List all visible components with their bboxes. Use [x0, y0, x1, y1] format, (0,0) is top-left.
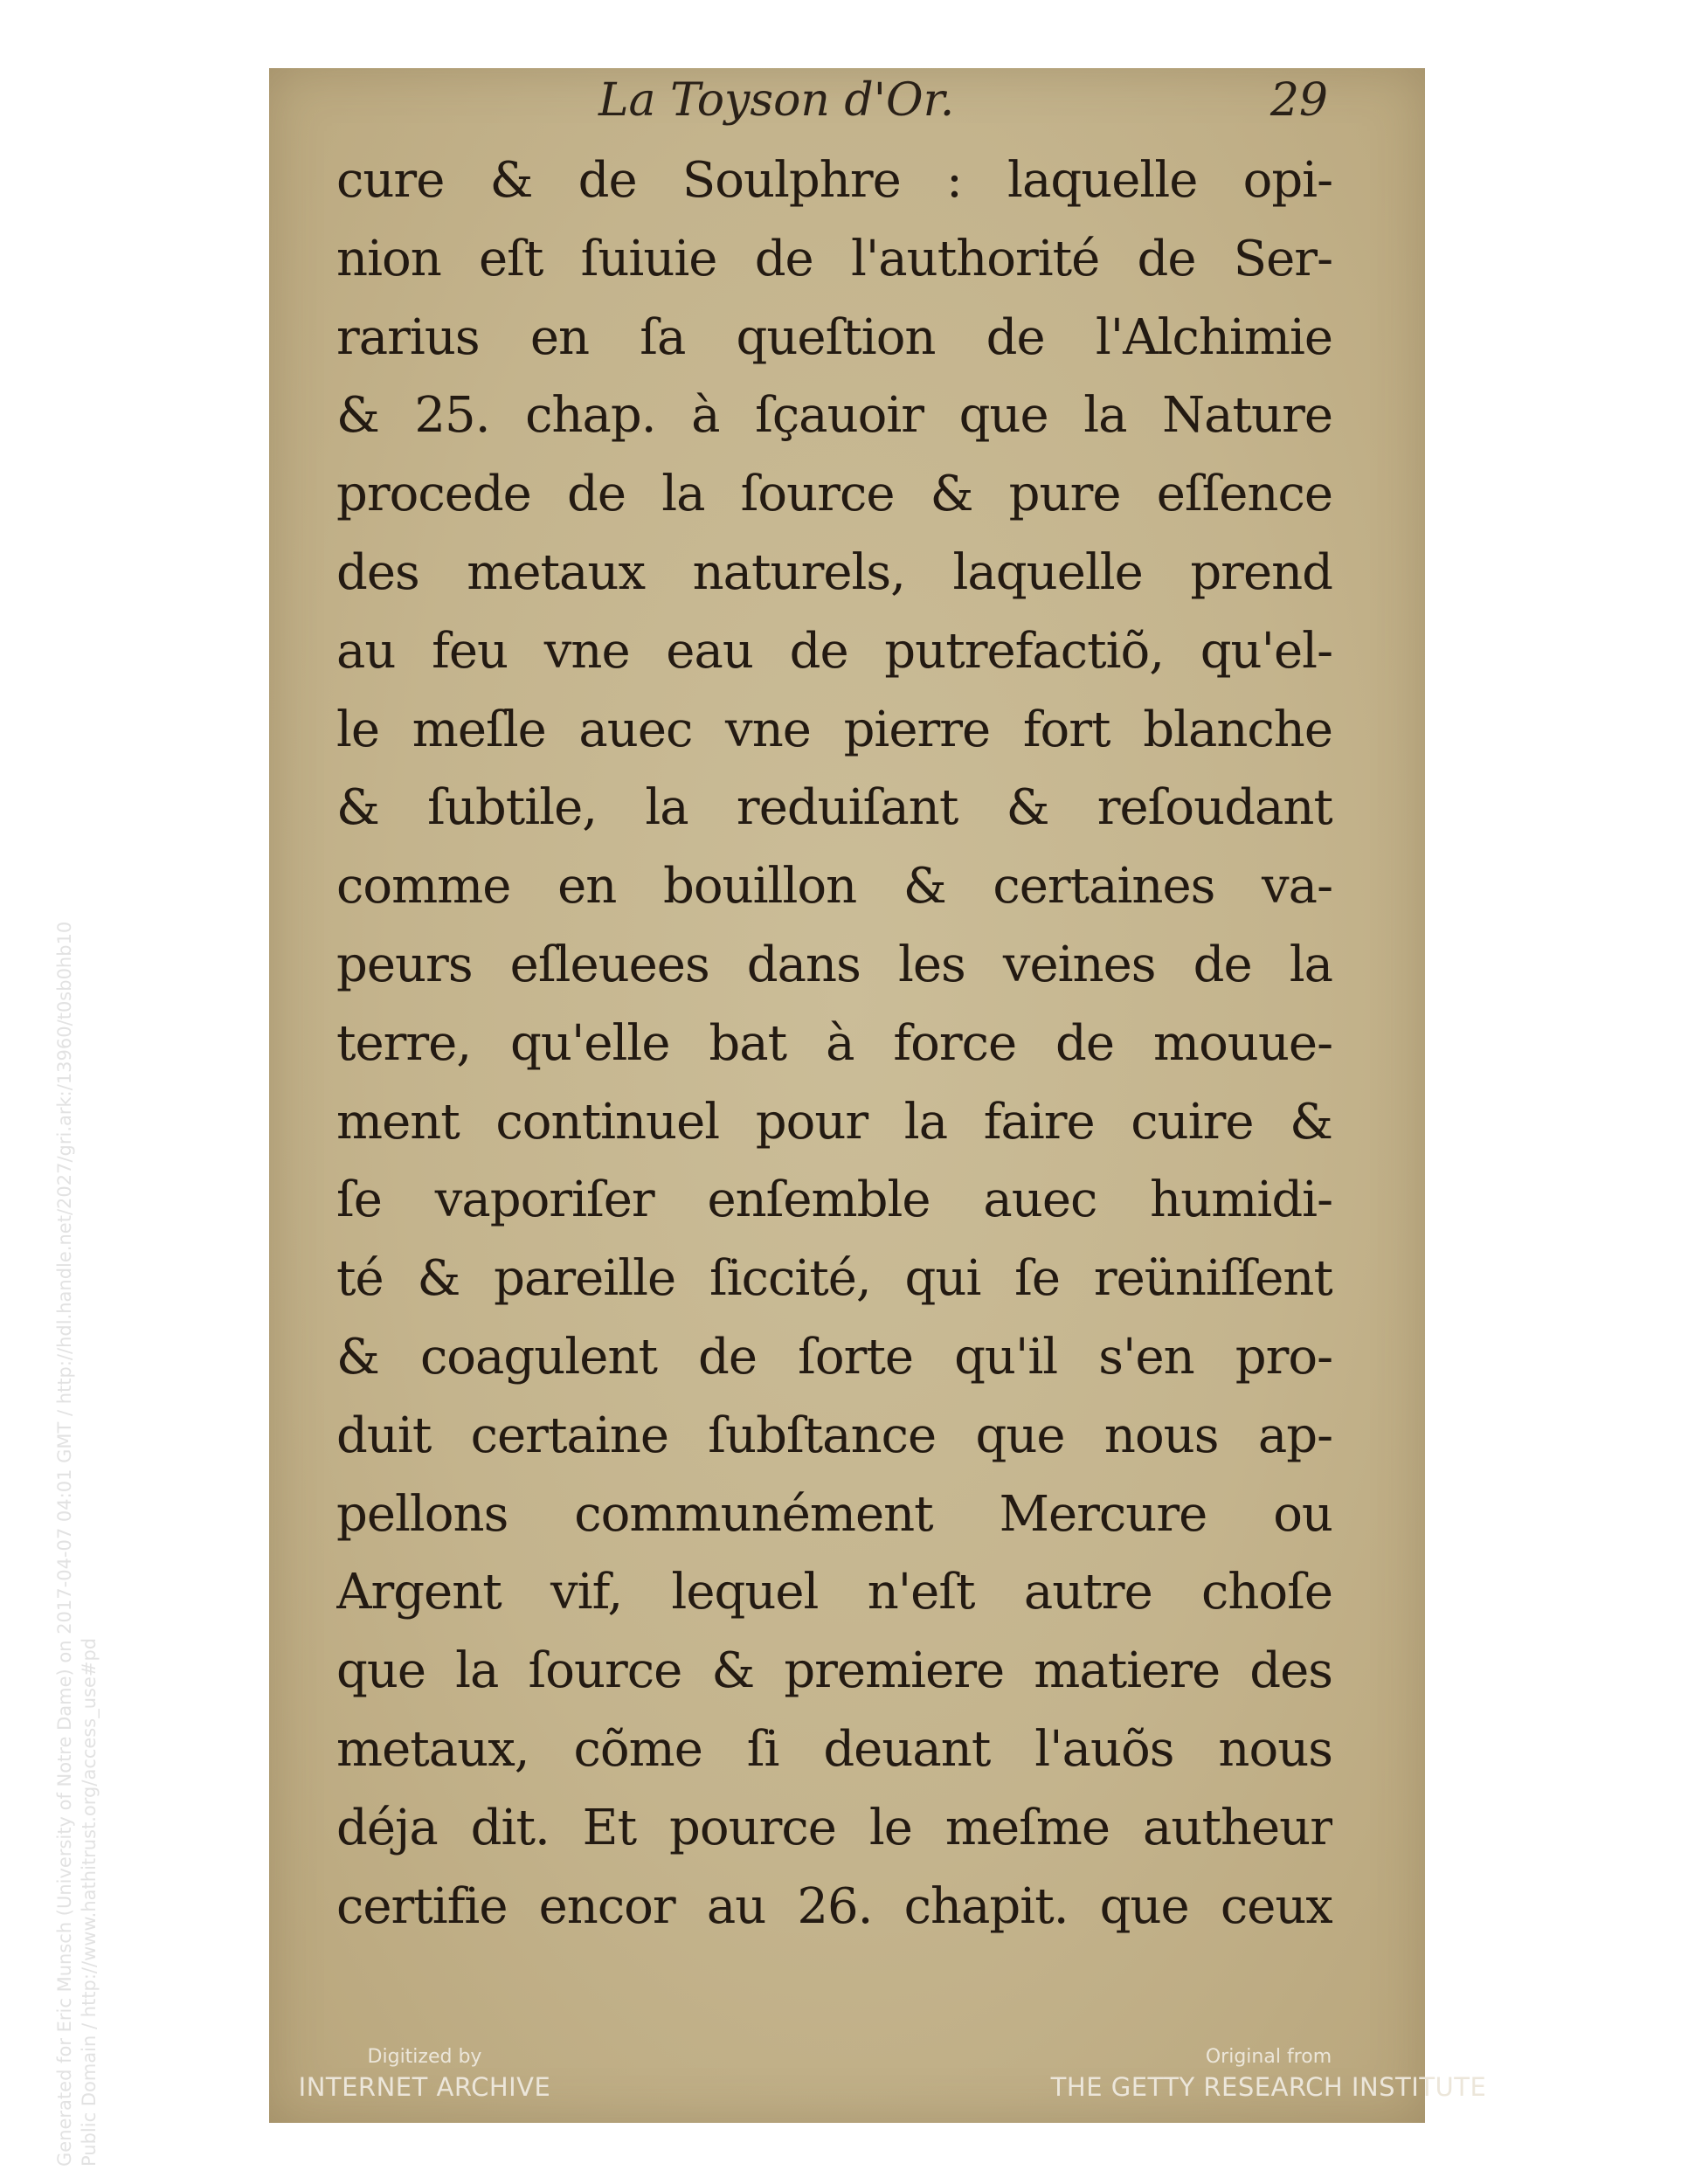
text-line: duit certaine ſubſtance que nous ap- [336, 1406, 1332, 1464]
text-line: procede de la ſource & pure eſſence [336, 466, 1332, 523]
digitized-by-label: Digitized by [367, 2046, 482, 2068]
original-from-name: THE GETTY RESEARCH INSTITUTE [1050, 2072, 1487, 2102]
digitized-by-watermark [294, 2044, 556, 2104]
running-title: La Toyson d'Or. [598, 74, 955, 127]
text-line: & 25. chap. à ſçauoir que la Nature [336, 387, 1332, 445]
text-line: rarius en ſa queſtion de l'Alchimie [336, 308, 1332, 366]
text-line: ment continuel pour la faire cuire & [336, 1093, 1332, 1151]
body-text [336, 142, 1332, 1946]
text-line: des metaux naturels, laquelle prend [336, 543, 1332, 601]
text-line: peurs eſleuees dans les veines de la [336, 936, 1332, 993]
text-line: & ſubtile, la reduiſant & reſoudant [336, 779, 1332, 837]
text-line: pellons communément Mercure ou [336, 1485, 1332, 1543]
text-line: le meſle auec vne pierre fort blanche [336, 701, 1332, 758]
original-from-label: Original from [1205, 2046, 1332, 2068]
side-watermark-line-2: Public Domain / http://www.hathitrust.org/access_use#pd [79, 1637, 100, 2167]
side-watermark [52, 922, 101, 2167]
page-number: 29 [1269, 74, 1328, 127]
text-line: au feu vne eau de putrefactiõ, qu'el- [336, 622, 1332, 680]
text-line: cure & de Soulphre : laquelle opi- [336, 152, 1332, 209]
text-line: Argent vif, lequel n'eſt autre choſe [336, 1564, 1332, 1621]
text-line: certifie encor au 26. chapit. que ceux [336, 1877, 1332, 1935]
side-watermark-line-1: Generated for Eric Munsch (University of Notre Dame) on 2017-04-07 04:01 GMT / http://hdl.handle.net/2027/gri.ark:/13960/t0sb0hb10 [54, 921, 75, 2167]
text-line: déja dit. Et pource le meſme autheur [336, 1799, 1332, 1856]
text-line: ſe vaporiſer enſemble auec humidi- [336, 1171, 1332, 1229]
text-line: terre, qu'elle bat à force de mouue- [336, 1014, 1332, 1072]
text-line: metaux, cõme ſi deuant l'auõs nous [336, 1720, 1332, 1778]
text-line: & coagulent de ſorte qu'il s'en pro- [336, 1328, 1332, 1386]
running-head [336, 74, 1328, 135]
original-from-watermark [1041, 2044, 1496, 2104]
text-line: comme en bouillon & certaines va- [336, 858, 1332, 916]
digitized-by-name: INTERNET ARCHIVE [298, 2072, 551, 2102]
text-line: nion eſt ſuiuie de l'authorité de Ser- [336, 230, 1332, 287]
text-line: té & pareille ſiccité, qui ſe reüniſſent [336, 1250, 1332, 1308]
text-line: que la ſource & premiere matiere des [336, 1642, 1332, 1700]
